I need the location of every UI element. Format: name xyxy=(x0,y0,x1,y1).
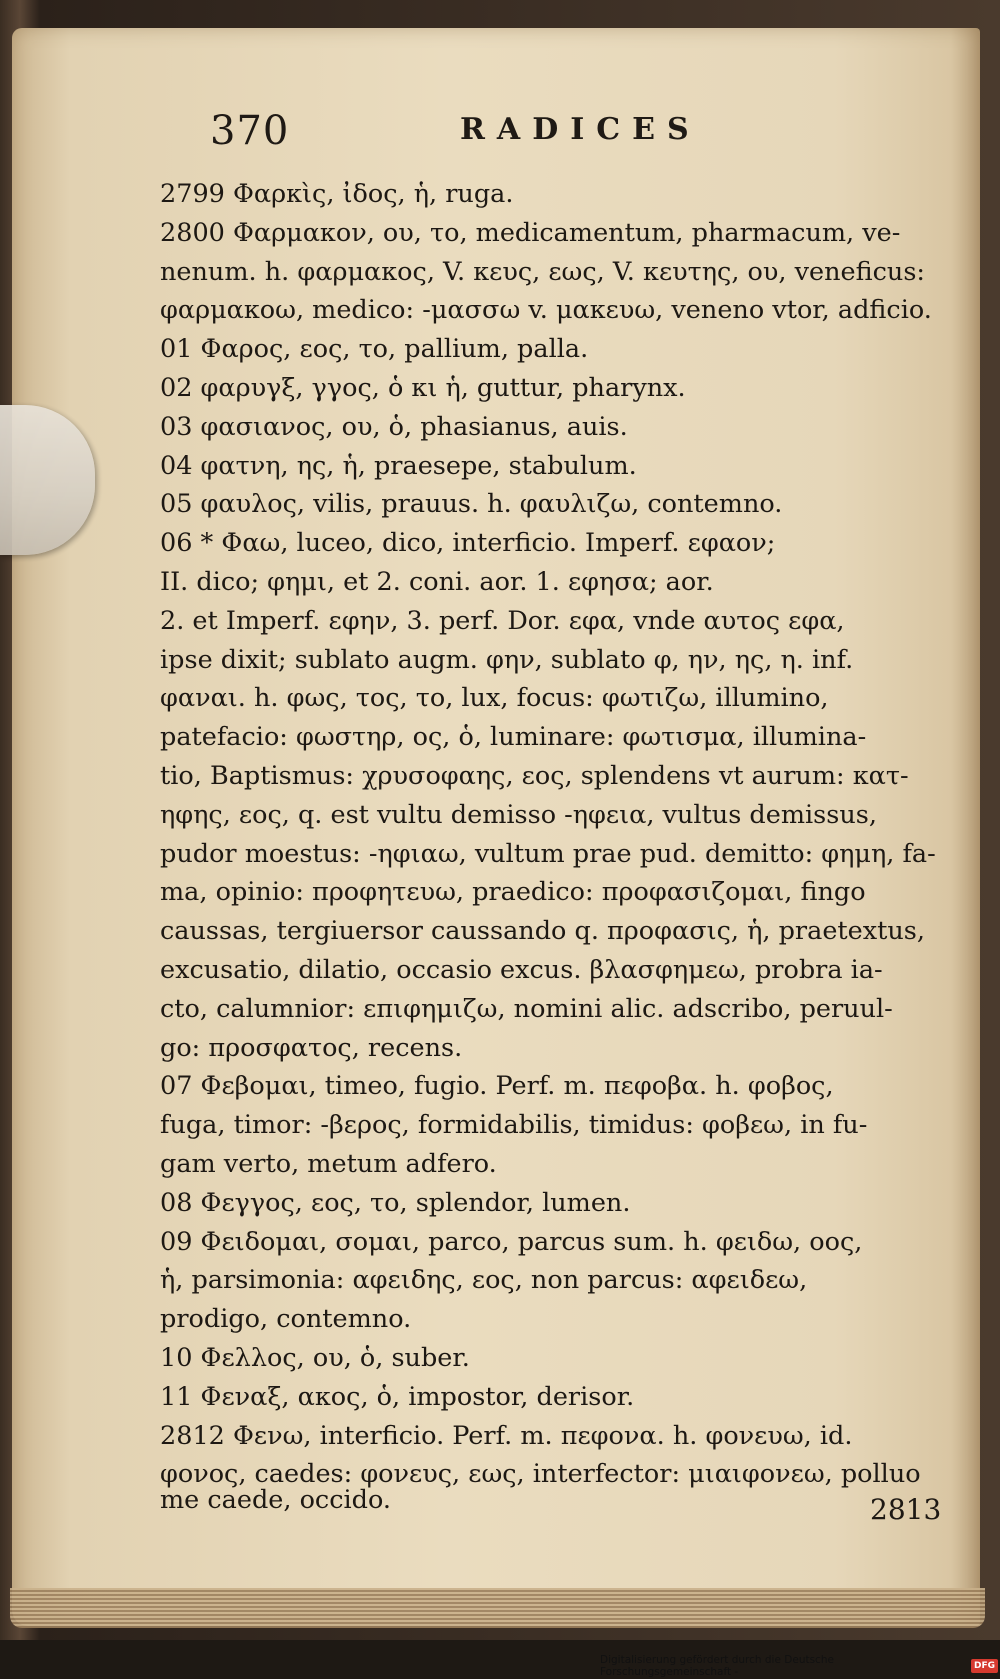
body-line: 11 Φεναξ, ακος, ὁ, impostor, derisor. xyxy=(160,1381,635,1412)
last-line-row xyxy=(160,1485,942,1526)
body-line: φονος, caedes: φονευς, εως, interfector: μιαιφονεω, polluo xyxy=(160,1459,921,1490)
body-line: ipse dixit; sublato augm. φην, sublato φ, ην, ης, η. inf. xyxy=(160,644,854,675)
running-head: RADICES xyxy=(460,112,701,147)
body-line: 07 Φεβομαι, timeo, fugio. Perf. m. πεφοβα. h. φοβος, xyxy=(160,1071,834,1102)
body-line-last: me caede, occido. xyxy=(160,1485,391,1515)
body-line: ἡ, parsimonia: αφειδης, εος, non parcus: αφειδεω, xyxy=(160,1265,808,1296)
body-line: gam verto, metum adfero. xyxy=(160,1148,497,1179)
body-line: 2799 Φαρκὶς, ἰδος, ἡ, ruga. xyxy=(160,179,514,209)
body-line: tio, Baptismus: χρυσοφαης, εος, splendens vt aurum: κατ- xyxy=(160,760,909,791)
body-line: 01 Φαρος, εος, το, pallium, palla. xyxy=(160,334,589,365)
page-edges xyxy=(10,1588,985,1628)
body-line: II. dico; φημι, et 2. coni. aor. 1. εφησα; aor. xyxy=(160,566,714,597)
body-line: caussas, tergiuersor caussando q. προφασις, ἡ, praetextus, xyxy=(160,916,925,947)
body-line: fuga, timor: -βερος, formidabilis, timidus: φοβεω, in fu- xyxy=(160,1110,868,1141)
dfg-logo: DFG xyxy=(971,1659,998,1673)
body-line: prodigo, contemno. xyxy=(160,1304,412,1335)
body-line: pudor moestus: -ηφιαω, vultum prae pud. demitto: φημη, fa- xyxy=(160,838,936,869)
body-line: excusatio, dilatio, occasio excus. βλασφημεω, probra ia- xyxy=(160,954,883,985)
body-line: nenum. h. φαρμακος, V. κευς, εως, V. κευτης, ου, veneficus: xyxy=(160,256,925,287)
body-line: 08 Φεγγος, εος, το, splendor, lumen. xyxy=(160,1187,631,1218)
digitization-credit xyxy=(600,1656,998,1676)
credit-text: Digitalisierung gefördert durch die Deutsche Forschungsgemeinschaft - xyxy=(600,1654,834,1678)
body-line: φαναι. h. φως, τος, το, lux, focus: φωτιζω, illumino, xyxy=(160,683,829,714)
body-line: 10 Φελλος, ου, ὁ, suber. xyxy=(160,1342,470,1373)
body-line: cto, calumnior: επιφημιζω, nomini alic. adscribo, peruul- xyxy=(160,993,893,1024)
body-line: 09 Φειδομαι, σομαι, parco, parcus sum. h. φειδω, οος, xyxy=(160,1226,863,1257)
body-line: 04 φατνη, ης, ἡ, praesepe, stabulum. xyxy=(160,450,637,481)
body-line: 05 φαυλος, vilis, prauus. h. φαυλιζω, contemno. xyxy=(160,489,783,520)
body-line: φαρμακοω, medico: -μασσω v. μακευω, veneno vtor, adficio. xyxy=(160,295,932,326)
body-line: ηφης, εος, q. est vultu demisso -ηφεια, vultus demissus, xyxy=(160,799,877,830)
page-header xyxy=(210,108,770,158)
body-line: 02 φαρυγξ, γγος, ὁ κι ἡ, guttur, pharynx. xyxy=(160,372,686,403)
body-line: 2812 Φενω, interficio. Perf. m. πεφονα. h. φονευω, id. xyxy=(160,1420,853,1451)
body-line: ma, opinio: προφητευω, praedico: προφασιζομαι, fingo xyxy=(160,877,866,908)
body-line: patefacio: φωστηρ, ος, ὁ, luminare: φωτισμα, illumina- xyxy=(160,722,867,753)
page-body xyxy=(160,175,975,1494)
body-line: 2800 Φαρμακον, ου, το, medicamentum, pharmacum, ve- xyxy=(160,217,901,248)
body-line: 03 φασιανος, ου, ὁ, phasianus, auis. xyxy=(160,411,628,442)
catchword: 2813 xyxy=(870,1493,942,1526)
body-line: 06 * Φαω, luceo, dico, interficio. Imperf. εφαον; xyxy=(160,528,776,559)
page-number: 370 xyxy=(210,108,290,154)
body-line: 2. et Imperf. εφην, 3. perf. Dor. εφα, vnde αυτος εφα, xyxy=(160,605,845,636)
body-line: go: προσφατος, recens. xyxy=(160,1032,463,1063)
